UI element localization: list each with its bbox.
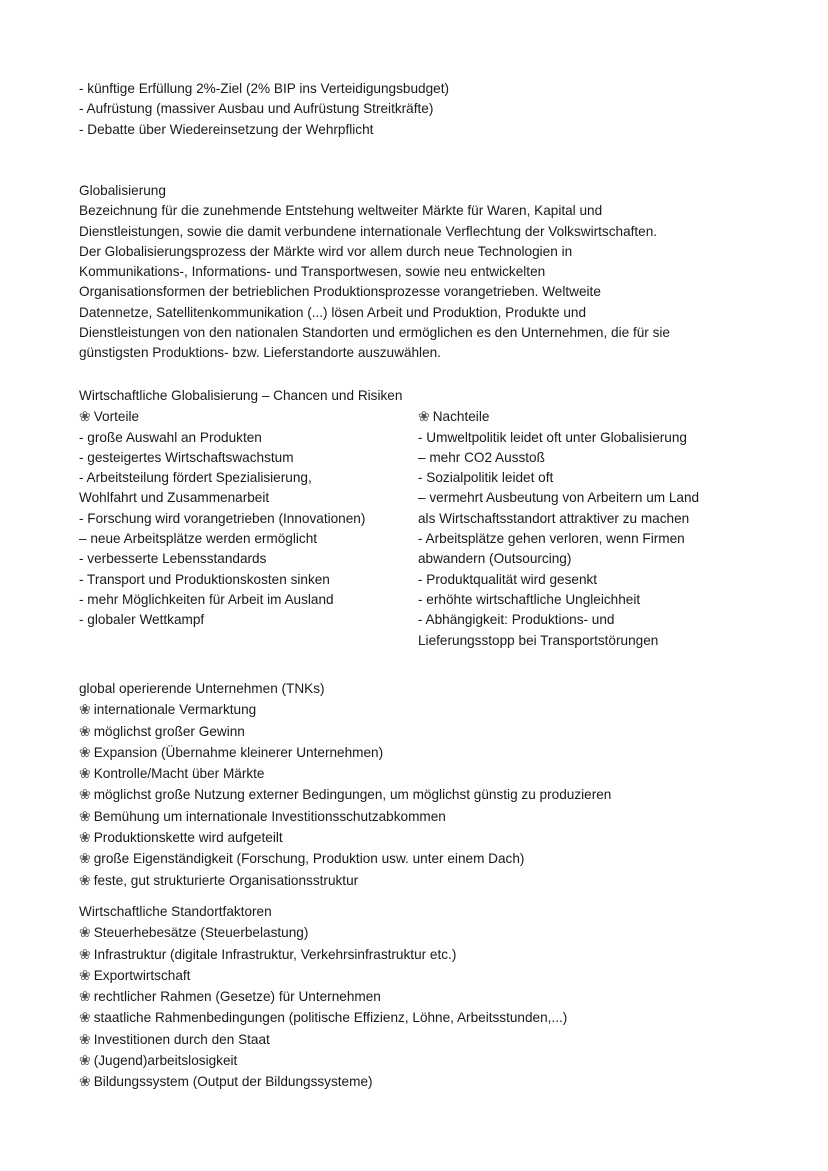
chancen-risiken-section <box>79 386 779 666</box>
list-item <box>79 428 365 448</box>
list-item-text: - Debatte über Wiedereinsetzung der Wehrpflicht <box>79 121 374 137</box>
list-item <box>79 986 567 1007</box>
list-item-text: Steuerhebesätze (Steuerbelastung) <box>93 925 309 941</box>
flower-bullet-icon: ❀ <box>79 1073 91 1090</box>
list-item <box>79 848 611 869</box>
list-item-text: - Sozialpolitik leidet oft <box>418 470 554 486</box>
flower-bullet-icon: ❀ <box>79 945 91 962</box>
vorteile-list <box>79 428 365 631</box>
column-heading: Nachteile <box>432 409 490 425</box>
list-item <box>418 590 699 610</box>
list-item-text: Organisationsformen der betrieblichen Produktionsprozesse vorangetrieben. Weltweite <box>79 284 601 300</box>
list-item-text: Bezeichnung für die zunehmende Entstehung weltweiter Märkte für Waren, Kapital und <box>79 203 603 219</box>
list-item <box>79 763 611 784</box>
list-item-text: Lieferungsstopp bei Transportstörungen <box>418 632 659 648</box>
list-item <box>79 488 365 508</box>
list-item <box>79 742 611 763</box>
list-item-text: (Jugend)arbeitslosigkeit <box>93 1053 238 1069</box>
list-item-text: - Arbeitsplätze gehen verloren, wenn Firmen <box>418 531 685 547</box>
list-item-text: – neue Arbeitsplätze werden ermöglicht <box>79 531 318 547</box>
list-item <box>79 509 365 529</box>
list-item-text: internationale Vermarktung <box>93 702 257 718</box>
list-item-text: Dienstleistungen von den nationalen Standorten und ermöglichen es den Unternehmen, die für sie <box>79 325 670 341</box>
intro-list <box>79 79 449 140</box>
standort-list <box>79 922 567 1092</box>
list-item <box>79 610 365 630</box>
flower-bullet-icon: ❀ <box>79 786 91 803</box>
list-item-text: Kontrolle/Macht über Märkte <box>93 766 265 782</box>
list-item <box>79 699 611 720</box>
list-item <box>79 965 567 986</box>
list-item <box>79 120 449 140</box>
list-item-text: rechtlicher Rahmen (Gesetze) für Unternehmen <box>93 989 381 1005</box>
flower-bullet-icon: ❀ <box>79 743 91 760</box>
list-item-text: feste, gut strukturierte Organisationsstruktur <box>93 872 359 888</box>
list-item-text: - Umweltpolitik leidet oft unter Globalisierung <box>418 429 687 445</box>
list-item-text: - Forschung wird vorangetrieben (Innovationen) <box>79 510 366 526</box>
list-item <box>79 870 611 891</box>
flower-bullet-icon: ❀ <box>79 1030 91 1047</box>
list-item-text: abwandern (Outsourcing) <box>418 551 572 567</box>
list-item <box>418 570 699 590</box>
list-item <box>79 1007 567 1028</box>
list-item-text: - gesteigertes Wirtschaftswachstum <box>79 449 294 465</box>
flower-bullet-icon: ❀ <box>79 871 91 888</box>
list-item-text: - Produktqualität wird gesenkt <box>418 571 598 587</box>
flower-bullet-icon: ❀ <box>79 924 91 941</box>
list-item <box>79 944 567 965</box>
flower-bullet-icon: ❀ <box>79 988 91 1005</box>
list-item <box>79 570 365 590</box>
list-item-text: als Wirtschaftsstandort attraktiver zu machen <box>418 510 690 526</box>
list-item <box>79 721 611 742</box>
list-item-text: - Transport und Produktionskosten sinken <box>79 571 330 587</box>
list-item-text: - große Auswahl an Produkten <box>79 429 262 445</box>
list-item <box>418 448 699 468</box>
list-item <box>418 428 699 448</box>
list-item-text: - Arbeitsteilung fördert Spezialisierung, <box>79 470 312 486</box>
list-item <box>79 343 670 363</box>
list-item <box>418 610 699 630</box>
list-item-text: Datennetze, Satellitenkommunikation (...) lösen Arbeit und Produktion, Produkte und <box>79 304 587 320</box>
list-item-text: möglichst große Nutzung externer Bedingungen, um möglichst günstig zu produzieren <box>93 787 612 803</box>
list-item <box>418 488 699 508</box>
list-item <box>79 549 365 569</box>
list-item <box>79 99 449 119</box>
list-item <box>79 222 670 242</box>
list-item-text: Produktionskette wird aufgeteilt <box>93 830 283 846</box>
list-item <box>418 529 699 549</box>
flower-bullet-icon: ❀ <box>79 1009 91 1026</box>
list-item-text: - globaler Wettkampf <box>79 612 205 628</box>
flower-bullet-icon: ❀ <box>79 408 91 425</box>
list-item <box>79 784 611 805</box>
list-item <box>418 549 699 569</box>
list-item <box>79 323 670 343</box>
list-item-text: Dienstleistungen, sowie die damit verbundene internationale Verflechtung der Volkswirtschaften. <box>79 223 658 239</box>
nachteile-list <box>418 428 699 651</box>
definition-paragraph <box>79 201 670 363</box>
section-heading: Wirtschaftliche Standortfaktoren <box>79 904 272 919</box>
list-item-text: - erhöhte wirtschaftliche Ungleichheit <box>418 591 641 607</box>
list-item <box>79 922 567 943</box>
list-item-text: - künftige Erfüllung 2%-Ziel (2% BIP ins Verteidigungsbudget) <box>79 81 450 96</box>
list-item-text: Expansion (Übernahme kleinerer Unternehmen) <box>93 744 384 760</box>
vorteile-column <box>79 406 365 630</box>
list-item <box>79 529 365 549</box>
list-item-text: staatliche Rahmenbedingungen (politische Effizienz, Löhne, Arbeitsstunden,...) <box>93 1010 568 1026</box>
flower-bullet-icon: ❀ <box>79 722 91 739</box>
flower-bullet-icon: ❀ <box>79 850 91 867</box>
list-item-text: – mehr CO2 Ausstoß <box>418 449 545 465</box>
list-item <box>79 827 611 848</box>
list-item <box>418 509 699 529</box>
list-item <box>79 468 365 488</box>
list-item <box>79 79 449 99</box>
tnk-list <box>79 699 611 891</box>
flower-bullet-icon: ❀ <box>79 1052 91 1069</box>
list-item <box>79 201 670 221</box>
list-item <box>79 1029 567 1050</box>
list-item <box>79 242 670 262</box>
standort-section <box>79 902 567 1093</box>
list-item <box>79 448 365 468</box>
list-item-text: Bemühung um internationale Investitionsschutzabkommen <box>93 808 446 824</box>
list-item-text: Bildungssystem (Output der Bildungssysteme) <box>93 1074 373 1090</box>
section-heading: global operierende Unternehmen (TNKs) <box>79 681 325 696</box>
list-item-text: - verbesserte Lebensstandards <box>79 551 267 567</box>
flower-bullet-icon: ❀ <box>79 807 91 824</box>
list-item-text: - Abhängigkeit: Produktions- und <box>418 612 615 628</box>
list-item <box>79 262 670 282</box>
list-item-text: große Eigenständigkeit (Forschung, Produktion usw. unter einem Dach) <box>93 851 525 867</box>
section-heading: Globalisierung <box>79 183 166 198</box>
list-item-text: Infrastruktur (digitale Infrastruktur, Verkehrsinfrastruktur etc.) <box>93 946 457 962</box>
list-item <box>79 1050 567 1071</box>
list-item-text: - Aufrüstung (massiver Ausbau und Aufrüstung Streitkräfte) <box>79 101 434 117</box>
list-item-text: Der Globalisierungsprozess der Märkte wird vor allem durch neue Technologien in <box>79 243 573 259</box>
list-item <box>79 303 670 323</box>
list-item-text: möglichst großer Gewinn <box>93 723 245 739</box>
flower-bullet-icon: ❀ <box>79 701 91 718</box>
flower-bullet-icon: ❀ <box>79 829 91 846</box>
flower-bullet-icon: ❀ <box>79 966 91 983</box>
list-item-text: günstigsten Produktions- bzw. Lieferstandorte auszuwählen. <box>79 345 441 361</box>
list-item <box>79 1071 567 1092</box>
column-heading: Vorteile <box>93 409 140 425</box>
list-item <box>79 282 670 302</box>
list-item-text: - mehr Möglichkeiten für Arbeit im Ausland <box>79 591 334 607</box>
list-item <box>79 590 365 610</box>
list-item-text: Exportwirtschaft <box>93 967 191 983</box>
list-item <box>418 631 699 651</box>
list-item-text: – vermehrt Ausbeutung von Arbeitern um Land <box>418 490 700 506</box>
list-item <box>418 468 699 488</box>
flower-bullet-icon: ❀ <box>418 408 430 425</box>
list-item <box>79 806 611 827</box>
list-item-text: Kommunikations-, Informations- und Transportwesen, sowie neu entwickelten <box>79 264 546 280</box>
nachteile-column <box>418 406 699 651</box>
list-item-text: Investitionen durch den Staat <box>93 1031 270 1047</box>
section-heading: Wirtschaftliche Globalisierung – Chancen und Risiken <box>79 388 403 403</box>
list-item-text: Wohlfahrt und Zusammenarbeit <box>79 490 270 506</box>
globalisierung-section <box>79 181 670 364</box>
flower-bullet-icon: ❀ <box>79 765 91 782</box>
tnk-section <box>79 679 611 891</box>
